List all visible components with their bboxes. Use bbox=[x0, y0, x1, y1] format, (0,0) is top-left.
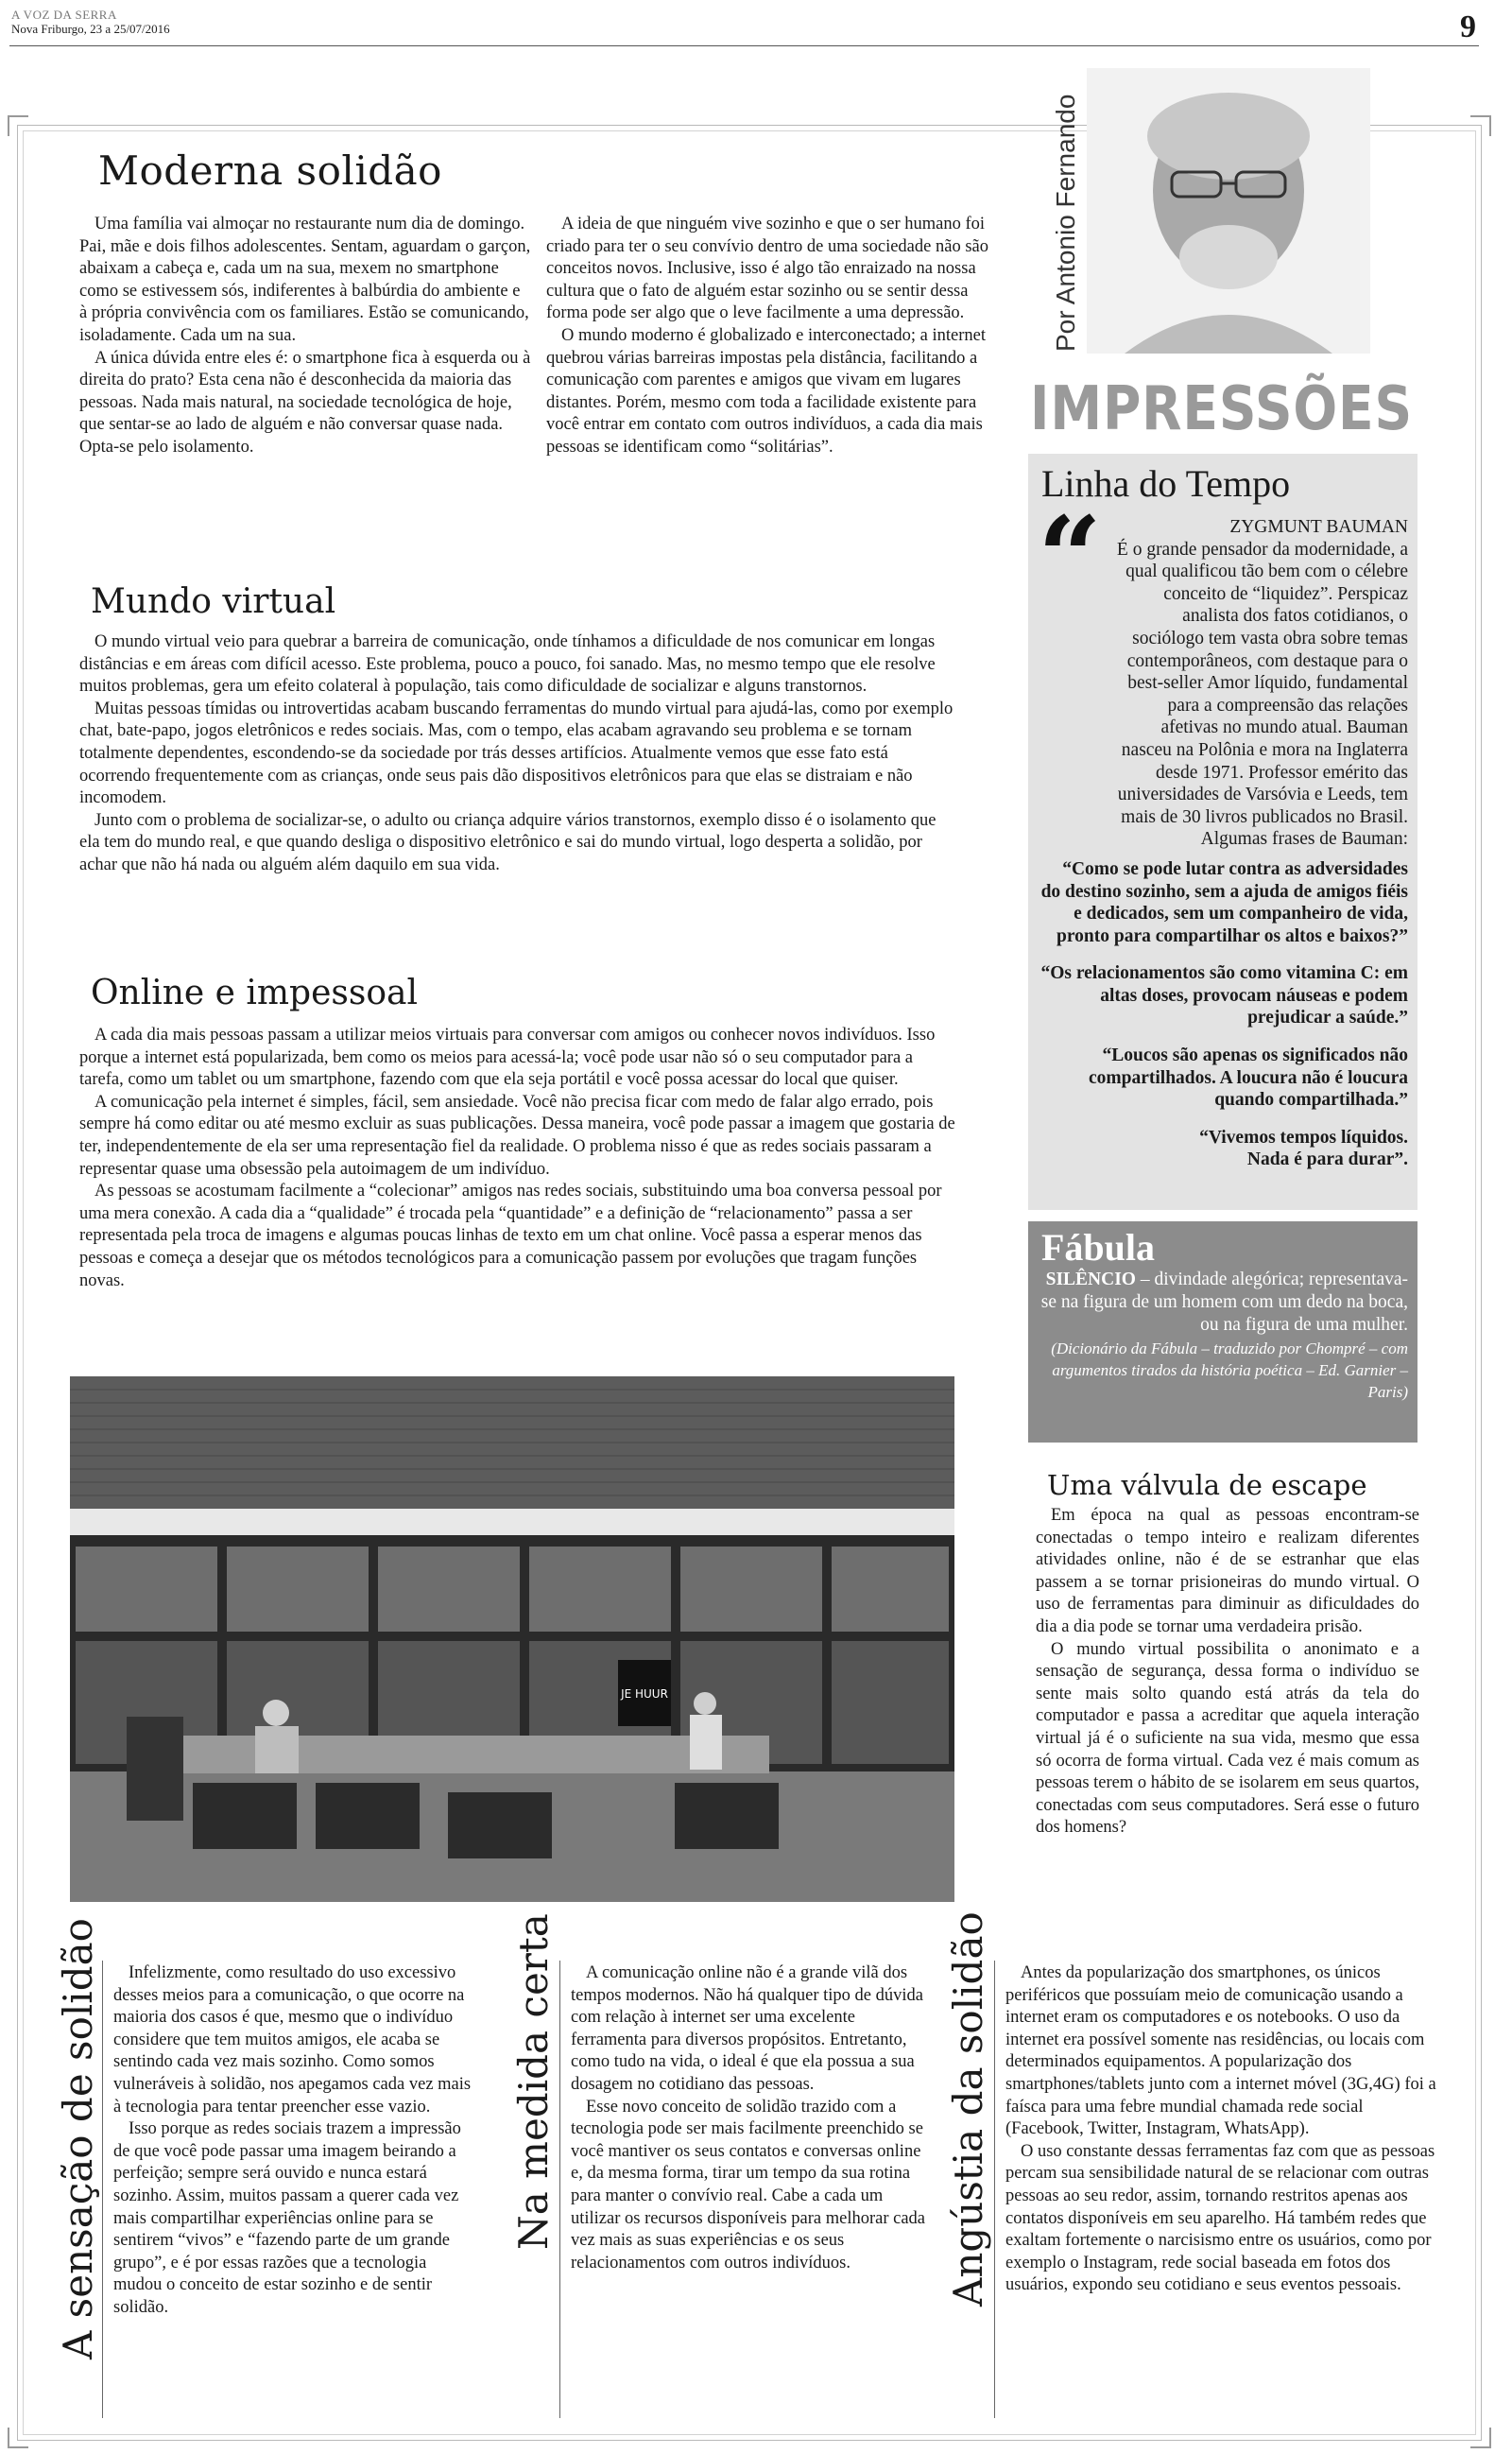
paragraph: A comunicação pela internet é simples, fácil, sem ansiedade. Você não precisa ficar com medo de falar algo errado, pois sempre há como editar ou até mesmo excluir as suas publicações. Dessa maneira, você pode passar a imagem que gostaria de ter, independentemente de ela ser uma representação fiel da realidade. O problema nisso é que as redes sociais passaram a representar quase uma obsessão pela autoimagem de um indivíduo. bbox=[79, 1092, 955, 1179]
box-heading: Linha do Tempo bbox=[1041, 462, 1291, 505]
paragraph: Esse novo conceito de solidão trazido com a tecnologia pode ser mais facilmente preenchido se você mantiver os seus contatos e conversas online e, da mesma forma, tirar um tempo da sua rotina para manter o convívio real. Cabe a cada um utilizar os recursos disponíveis para melhorar cada vez mais as suas experiências e os seus relacionamentos com outros indivíduos. bbox=[571, 2097, 926, 2273]
fabula-text: – divindade alegórica; representava-se na figura de um homem com um dedo na boca, ou na figura de uma mulher. bbox=[1040, 1270, 1408, 1335]
box-body bbox=[1040, 516, 1408, 1171]
linha-do-tempo-box bbox=[1028, 454, 1418, 1210]
section-sensacao bbox=[113, 1962, 472, 2320]
section-heading-valvula: Uma válvula de escape bbox=[1047, 1469, 1367, 1501]
paragraph: Isso porque as redes sociais trazem a impressão de que você pode passar uma imagem beirando a perfeição; sempre será ouvido e nunca estará sozinho. Assim, muitos passam a querer cada vez mais compartilhar experiências online para se sentirem “vivos” e “fazendo parte de um grande grupo”, e é por essas razões que a tecnologia mudou o conceito de estar sozinho e de sentir solidão. bbox=[113, 2119, 461, 2317]
paragraph: Muitas pessoas tímidas ou introvertidas acabam buscando ferramentas do mundo virtual para ajudá-las, como por exemplo chat, bate-papo, jogos eletrônicos e redes sociais. Mas, com o tempo, elas acabam agravando seu problema e se tornam totalmente dependentes, escondendo-se da sociedade por trás desses artifícios. Atualmente vemos que esse fato está ocorrendo frequentemente com as crianças, onde seus pais dão dispositivos eletrônicos para que elas se distraiam e não incomodem. bbox=[79, 699, 954, 808]
quote: “Vivemos tempos líquidos. Nada é para durar”. bbox=[1199, 1127, 1408, 1170]
header-rule bbox=[9, 45, 1479, 46]
paragraph: A cada dia mais pessoas passam a utilizar meios virtuais para conversar com amigos ou conhecer novos indivíduos. Isso porque a internet está popularizada, bem como os meios para acessá-la; você pode usar não só o seu computador para a tarefa, como um tablet ou um smartphone, fazendo com que ela seja portátil e você possa acessar do local que quiser. bbox=[79, 1026, 936, 1090]
intro-column-2 bbox=[546, 214, 988, 459]
section-angustia bbox=[1005, 1962, 1440, 2297]
column-rule bbox=[994, 1961, 995, 2418]
paragraph: Em época na qual as pessoas encontram-se conectadas o tempo inteiro e realizam diferentes atividades online, não é de se estranhar que elas passem a se tornar prisioneiras do mundo virtual. O uso de ferramentas para diminuir as dificuldades do dia a dia pode se tornar uma verdadeira prisão. bbox=[1036, 1506, 1419, 1636]
paragraph: O mundo moderno é globalizado e interconectado; a internet quebrou várias barreiras impostas pela distância, facilitando a comunicação com parentes e amigos que vivam em lugares distantes. Porém, mesmo com toda a facilidade existente para você entrar em contato com outros indivíduos, a cada dia mais pessoas se identificam como “solitárias”. bbox=[546, 325, 986, 457]
vertical-heading-angustia: Angústia da solidão bbox=[945, 1911, 991, 2307]
paragraph: Infelizmente, como resultado do uso excessivo desses meios para a comunicação, o que ocorre na maioria dos casos é que, mesmo que o indivíduo considere que tem muitos amigos, ele acaba se sentindo cada vez mais sozinho. Como somos vulneráveis à solidão, nos apegamos cada vez mais à tecnologia para tentar preencher esse vazio. bbox=[113, 1963, 472, 2117]
paragraph: A ideia de que ninguém vive sozinho e que o ser humano foi criado para ter o seu convívio dentro de uma sociedade não são conceitos novos. Inclusive, isso é algo tão enraizado na nossa cultura que o fato de alguém estar sozinho ou se sentir dessa forma pode ser algo que o leve facilmente a uma depressão. bbox=[546, 215, 988, 323]
article-photo bbox=[70, 1376, 954, 1902]
section-valvula bbox=[1036, 1505, 1419, 1840]
quote: “Os relacionamentos são como vitamina C: em altas doses, provocam náuseas e podem prejudicar a saúde.” bbox=[1040, 963, 1408, 1028]
column-name: IMPRESSÕES bbox=[1030, 374, 1414, 444]
fabula-source: (Dicionário da Fábula – traduzido por Chompré – com argumentos tirados da história poética – Ed. Garnier – Paris) bbox=[1051, 1339, 1408, 1402]
paragraph: A única dúvida entre eles é: o smartphone fica à esquerda ou à direita do prato? Esta cena não é desconhecida da maioria das pessoas. Nada mais natural, na sociedade tecnológica de hoje, que sentar-se ao lado de alguém e não conversar quase nada. Opta-se pelo isolamento. bbox=[79, 348, 531, 457]
column-rule bbox=[102, 1961, 103, 2418]
newspaper-name: A VOZ DA SERRA bbox=[11, 8, 117, 22]
quote: “Como se pode lutar contra as adversidades do destino sozinho, sem a ajuda de amigos fiéis e dedicados, sem um companheiro de vida, pronto para compartilhar os altos e baixos?” bbox=[1040, 858, 1408, 946]
vertical-heading-sensacao: A sensação de solidão bbox=[55, 1918, 101, 2359]
section-medida bbox=[571, 1962, 930, 2274]
person-name: ZYGMUNT BAUMAN bbox=[1229, 517, 1408, 537]
paragraph: O mundo virtual veio para quebrar a barreira de comunicação, onde tínhamos a dificuldade de nos comunicar em longas distâncias e em áreas com difícil acesso. Este problema, pouco a pouco, foi sanado. Mas, no mesmo tempo que ele resolve muitos problemas, gera um efeito colateral à população, tais como dificuldade de socializar e alguns transtornos. bbox=[79, 632, 936, 697]
corner-ornament-icon bbox=[1470, 2428, 1491, 2448]
author-photo bbox=[1087, 68, 1370, 354]
author-portrait-icon bbox=[1087, 68, 1370, 354]
vertical-heading-medida: Na medida certa bbox=[510, 1913, 557, 2250]
street-scene-photo bbox=[70, 1376, 954, 1902]
intro-column-1 bbox=[79, 214, 531, 459]
corner-ornament-icon bbox=[1470, 115, 1491, 136]
quote-mark-icon: “ bbox=[1038, 492, 1102, 623]
fabula-box bbox=[1028, 1221, 1418, 1443]
page-number: 9 bbox=[1460, 9, 1476, 44]
paragraph: A comunicação online não é a grande vilã dos tempos modernos. Não há qualquer tipo de dúvida com relação à internet ser uma excelente ferramenta para diversos propósitos. Entretanto, como tudo na vida, o ideal é que ela possua a sua dosagem no cotidiano das pessoas. bbox=[571, 1963, 923, 2094]
box-heading: Fábula bbox=[1041, 1226, 1156, 1269]
paragraph: As pessoas se acostumam facilmente a “colecionar” amigos nas redes sociais, substituindo uma boa conversa pessoal por uma mera conexão. A cada dia a “qualidade” é trocada pela “quantidade” e a definição de “relacionamento” passa a ser representada pela troca de imagens e algumas poucas linhas de texto em um chat online. Você passa a esperar menos das pessoas e começa a desejar que os métodos tecnológicos para a comunicação passem por evoluções que tragam funções novas. bbox=[79, 1182, 942, 1290]
section-heading-mundo-virtual: Mundo virtual bbox=[91, 582, 336, 621]
paragraph: O uso constante dessas ferramentas faz com que as pessoas percam sua sensibilidade natural de se relacionar com outras pessoas ao seu redor, assim, tornando restritos apenas aos contatos disponíveis em seu aparelho. Há também redes que exaltam fortemente o narcisismo entre os usuários, como por exemplo o Instagram, rede social baseada em fotos dos usuários, expondo seu cotidiano e seus eventos pessoais. bbox=[1005, 2141, 1435, 2295]
author-byline: Por Antonio Fernando bbox=[1051, 94, 1080, 352]
corner-ornament-icon bbox=[8, 2428, 28, 2448]
section-heading-online: Online e impessoal bbox=[91, 974, 419, 1012]
box-body bbox=[1040, 1269, 1408, 1403]
photo-sign-text: JE HUUR bbox=[621, 1687, 668, 1701]
article-title: Moderna solidão bbox=[98, 147, 442, 194]
section-mundo-virtual bbox=[79, 631, 958, 877]
paragraph: O mundo virtual possibilita o anonimato e a sensação de segurança, dessa forma o indivíduo se sente mais solto quando está atrás da tela do computador e passa a acreditar que aquela interação virtual já é o suficiente na sua vida, mesmo que essa só ocorra de forma virtual. Cada vez é mais comum as pessoas terem o hábito de se isolarem em seus quartos, conectadas com seus computadores. Será esse o futuro dos homens? bbox=[1036, 1639, 1419, 1838]
paragraph: Uma família vai almoçar no restaurante num dia de domingo. Pai, mãe e dois filhos adolescentes. Sentam, aguardam o garçon, abaixam a cabeça e, cada um na sua, mexem no smartphone como se estivessem sós, indiferentes à balbúrdia do ambiente e à própria convivência com os familiares. Estão se comunicando, isoladamente. Cada um na sua. bbox=[79, 215, 531, 345]
edition-date: Nova Friburgo, 23 a 25/07/2016 bbox=[11, 22, 170, 36]
section-online bbox=[79, 1025, 958, 1292]
quote: “Loucos são apenas os significados não compartilhados. A loucura não é loucura quando compartilhada.” bbox=[1088, 1046, 1408, 1111]
bio-text: É o grande pensador da modernidade, a qual qualificou tão bem com o célebre conceito de “liquidez”. Perspicaz analista dos fatos cotidianos, o sociólogo tem vasta obra sobre temas contemporâneos, com destaque para o best-seller Amor líquido, fundamental para a compreensão das relações afetivas no mundo atual. Bauman nasceu na Polônia e mora na Inglaterra desde 1971. Professor emérito das universidades de Varsóvia e Leeds, tem mais de 30 livros publicados no Brasil. Algumas frases de Bauman: bbox=[1116, 539, 1408, 850]
masthead bbox=[11, 8, 170, 36]
paragraph: Junto com o problema de socializar-se, o adulto ou criança adquire vários transtornos, exemplo disso é o isolamento que ela tem do mundo real, e que quando desliga o dispositivo eletrônico e sai do mundo virtual, logo desperta a solidão, por achar que não há nada ou alguém além daquilo em sua vida. bbox=[79, 810, 936, 874]
fabula-word: SILÊNCIO bbox=[1045, 1270, 1136, 1289]
paragraph: Antes da popularização dos smartphones, os únicos periféricos que possuíam meio de comunicação usando a internet eram os computadores e os notebooks. O uso da internet era possível somente nas residências, ou locais com determinados equipamentos. A popularização dos smartphones/tablets junto com a internet móvel (3G,4G) foi a faísca para uma febre mundial chamada rede social (Facebook, Twitter, Instagram, WhatsApp). bbox=[1005, 1963, 1436, 2139]
corner-ornament-icon bbox=[8, 115, 28, 136]
column-rule bbox=[559, 1961, 560, 2418]
